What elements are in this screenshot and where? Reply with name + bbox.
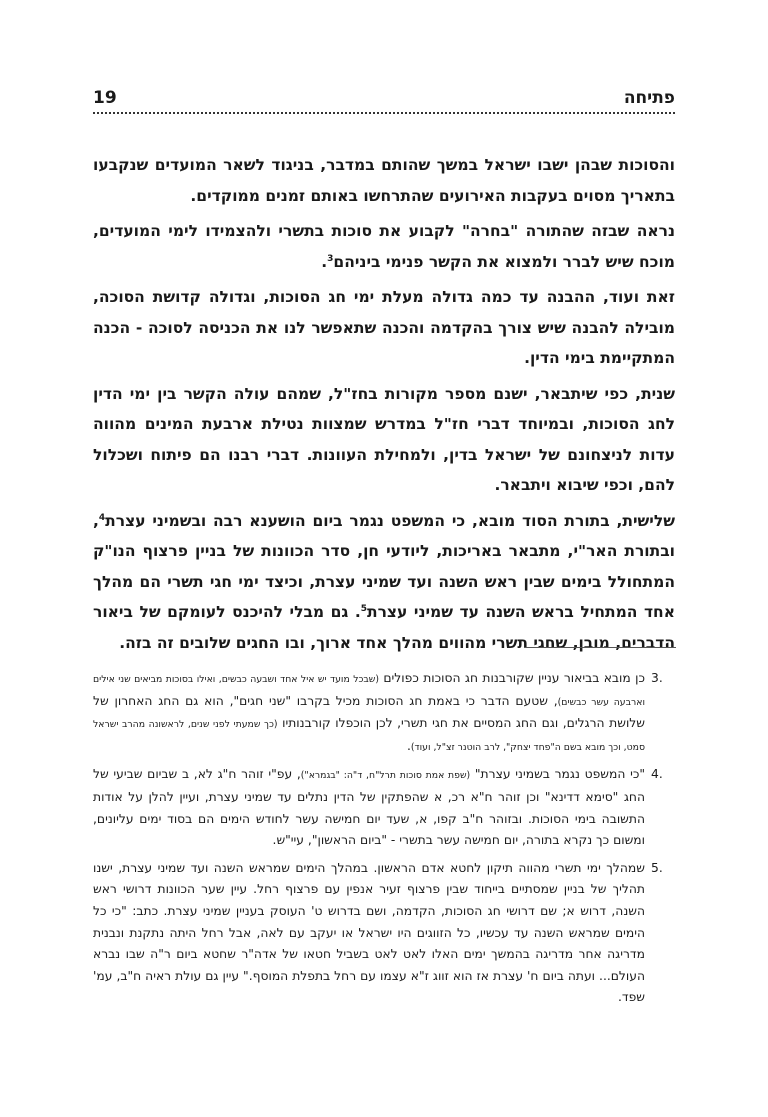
footnote-ref[interactable]: 3 xyxy=(327,253,334,264)
paragraph-text: נראה שבזה שהתורה "בחרה" לקבוע את סוכות בתשרי ולהצמידו לימי המועדים, מוכח שיש לברר ולמצוא את הקשר פנימי ביניהם xyxy=(93,222,675,271)
footnote-aside: (כך שמעתי לפני שנים, לראשונה מהרב ישראל סמט, וכך מובא בשם ה"פחד יצחק", לרב הוטנר זצ"ל, ועוד) xyxy=(93,719,645,753)
footnote-text: , שטעם הדבר כי באמת חג הסוכות מכיל בקרבו "שני חגים", הוא גם החג האחרון של שלושת הרגלים, וגם החג המסיים את חגי תשרי, לכן הוכפלו קורבנותיו xyxy=(93,693,645,731)
paragraph-text: שלישית, בתורת הסוד מובא, כי המשפט נגמר ביום הושענא רבה ובשמיני עצרת xyxy=(105,511,675,530)
footnotes xyxy=(93,668,675,1015)
paragraph xyxy=(93,379,675,501)
footnote-text: שמהלך ימי תשרי מהווה תיקון לחטא אדם הראשון. במהלך הימים שמראש השנה ועד שמיני עצרת, ישנו תהליך של בניין שמסתיים בייחוד שבין פרצוף זעיר אנפין עם פרצוף רחל. עיין שער הכוונות דרושי ראש השנה, דרוש א; שם דרושי חג הסוכות, הקדמה, ושם בדרוש ט' העוסק בעניין שמיני עצרת. כתב: "כי כל הימים שמראש השנה עד עכשיו, כל הזווגים היו ישראל או יעקב עם לאה, אבל רחל היתה נתקנת ונבנית מדריגה אחר מדריגה בהמשך ימים האלו לאט לאט בשביל חטאו של אדה"ר שחטא ביום ר"ה שבו נברא העולם... ועתה ביום ח' עצרת אז הוא זווג ז"א עצמו עם רחל בתפלת המוסף." עיין גם עולת ראיה ח"ב, עמ' שפד. xyxy=(93,860,645,1005)
footnote xyxy=(93,668,675,758)
footnote-ref[interactable]: 4 xyxy=(98,512,106,523)
paragraph-text: , ובתורת האר"י, מתבאר באריכות, ליודעי חן, סדר הכוונות של בניין פרצוף הנו"ק המתחולל בימים שבין ראש השנה ועד שמיני עצרת, וכיצד ימי חגי תשרי הם מהלך אחד המתחיל בראש השנה עד שמיני עצרת xyxy=(93,511,675,621)
footnote-aside: (שפת אמת סוכות תרל"ח, ד"ה: "בגמרא") xyxy=(300,770,471,782)
paragraph-text: והסוכות שבהן ישבו ישראל במשך שהותם במדבר, בניגוד לשאר המועדים שנקבעו בתאריך מסוים בעקבות האירועים שהתרחשו באותם זמנים ממוקדים. xyxy=(93,156,675,205)
paragraph xyxy=(93,506,675,659)
paragraph xyxy=(93,150,675,211)
paragraph xyxy=(93,282,675,374)
footnote-separator xyxy=(524,647,676,648)
footnote-text: , עפ"י זוהר ח"ג לא, ב שביום שביעי של החג "סימא דדינא" וכן זוהר ח"א רכ, א שהפתקין של הדין נתלים עד שמיני עצרת, ועיין להלן על אודות התשובה בימי הסוכות. ובזוהר ח"ב קפו, א, שעד יום חמישה עשר לחודש הימים הם בסוד ימים עליונים, ומשום כך נקרא בתורה, יום חמישה עשר בתשרי - "ביום הראשון", עיי"ש. xyxy=(93,767,645,848)
paragraph-text: . גם מבלי להיכנס לעומקם של ביאור הדברים, מובן, שחגי תשרי מהווים מהלך אחד ארוך, ובו החגים שלובים זה בזה. xyxy=(93,603,675,652)
footnote-number: 3. xyxy=(651,671,663,685)
running-header xyxy=(93,82,675,114)
paragraph: נראה שבזה שהתורה "בחרה" לקבוע את סוכות בתשרי ולהצמידו לימי המועדים, מוכח שיש לברר ולמצוא את הקשר פנימי ביניהם$^3$. xyxy=(93,222,675,271)
chapter-title: פתיחה xyxy=(623,88,675,108)
paragraph-text: שנית, כפי שיתבאר, ישנם מספר מקורות בחז"ל, שמהם עולה הקשר בין ימי הדין לחג הסוכות, ובמיוחד דברי חז"ל במדרש שמצוות נטילת ארבעת המינים מהווה עדות לניצחונם של ישראל בדין, ולמחילת העוונות. דברי רבנו הם פיתוח ושכלול להם, וכפי שיבוא ויתבאר. xyxy=(93,384,675,494)
footnote xyxy=(93,858,675,1009)
footnote-text: כן מובא בביאור עניין שקורבנות חג הסוכות כפולים xyxy=(379,671,645,685)
footnote-aside: (שבכל מועד יש איל אחד ושבעה כבשים, ואילו בסוכות מביאים שני אילים וארבעה עשר כבשים) xyxy=(93,674,645,708)
footnote-ref[interactable]: 5 xyxy=(360,603,368,614)
footnote-number: 4. xyxy=(651,767,663,782)
paragraph-text: זאת ועוד, ההבנה עד כמה גדולה מעלת ימי חג הסוכות, וגדולה קדושת הסוכה, מובילה להבנה שיש צורך בהקדמה והכנה שתאפשר לנו את הכניסה לסוכה - הכנה המתקיימת בימי הדין. xyxy=(93,288,675,367)
footnote-text: . xyxy=(406,738,411,753)
footnote-text: "כי המשפט נגמר בשמיני עצרת" xyxy=(470,767,645,782)
footnote-number: 5. xyxy=(651,860,663,875)
page-number: 19 xyxy=(93,88,117,108)
footnote xyxy=(93,764,675,851)
main-text xyxy=(93,150,675,663)
